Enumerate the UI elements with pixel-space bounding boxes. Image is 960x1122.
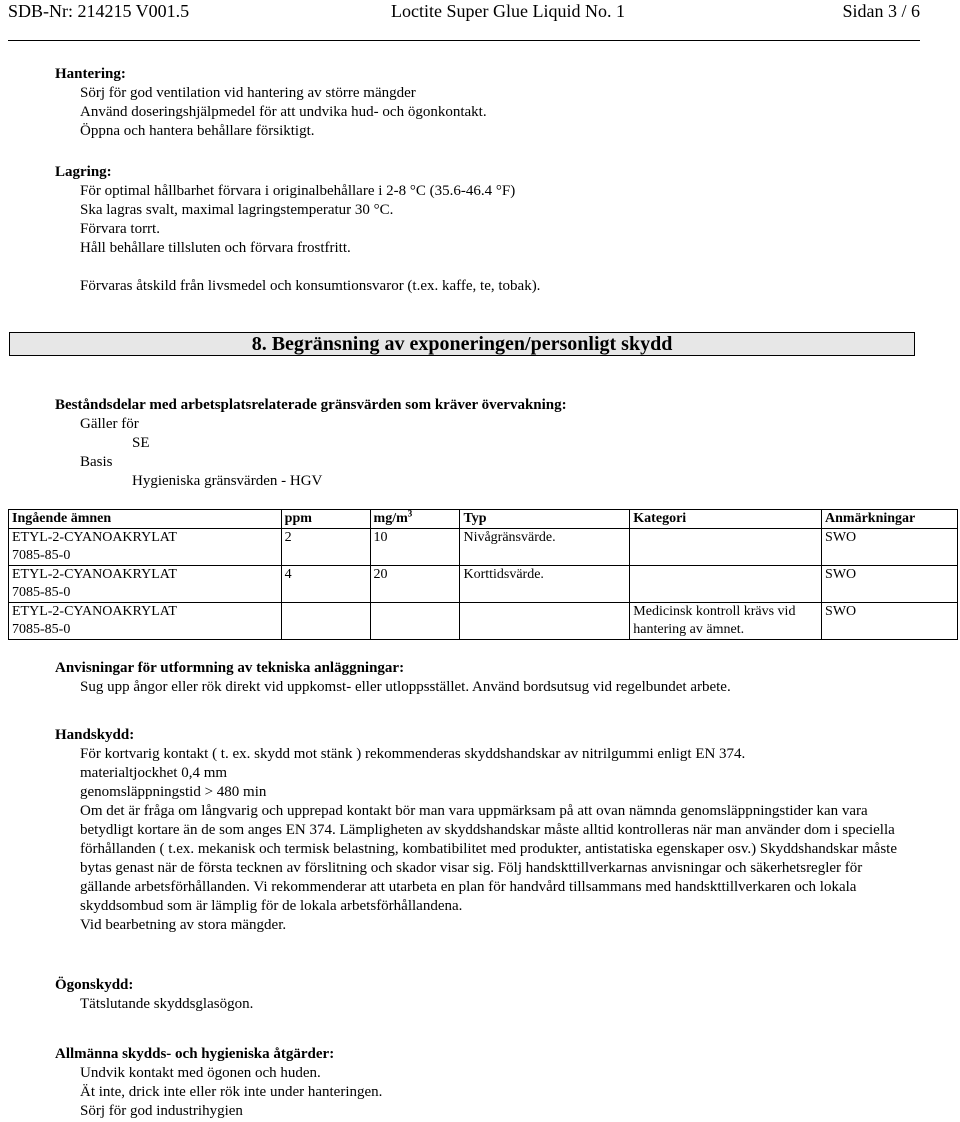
- col-kategori: Kategori: [630, 510, 822, 529]
- lagring-extra: Förvaras åtskild från livsmedel och konsumtionsvaror (t.ex. kaffe, te, tobak).: [80, 278, 541, 294]
- bestandsdelar-section: [55, 396, 940, 491]
- lagring-line: Förvara torrt.: [80, 221, 160, 237]
- col-mgm3: $mg/m^3$: [370, 510, 460, 529]
- col-typ: Typ: [460, 510, 630, 529]
- table-row: [9, 566, 958, 603]
- anvisningar-text: Sug upp ångor eller rök direkt vid uppkomst- eller utloppsstället. Använd bordsutsug vid regelbundet arbete.: [80, 679, 731, 695]
- galler-value: SE: [132, 435, 150, 451]
- galler-label: Gäller för: [80, 416, 139, 432]
- handskydd-line: materialtjockhet 0,4 mm: [80, 765, 228, 781]
- handskydd-section: [55, 726, 940, 935]
- col-ppm: ppm: [281, 510, 370, 529]
- mgm3-cell: 20: [370, 566, 460, 603]
- hantering-line: Använd doseringshjälpmedel för att undvika hud- och ögonkontakt.: [80, 104, 487, 120]
- substance-cell: ETYL-2-CYANOAKRYLAT 7085-85-0: [9, 566, 282, 603]
- allmanna-line: Sörj för god industrihygien: [80, 1103, 243, 1119]
- hantering-line: Sörj för god ventilation vid hantering av större mängder: [80, 85, 416, 101]
- col-anm: Anmärkningar: [822, 510, 958, 529]
- kategori-cell: Medicinsk kontroll krävs vid hantering av ämnet.: [630, 603, 822, 640]
- lagring-line: Håll behållare tillsluten och förvara frostfritt.: [80, 240, 351, 256]
- basis-value: Hygieniska gränsvärden - HGV: [132, 473, 323, 489]
- anvisningar-section: [55, 659, 940, 697]
- allmanna-section: [55, 1045, 940, 1121]
- hantering-title: Hantering:: [55, 66, 126, 82]
- hantering-line: Öppna och hantera behållare försiktigt.: [80, 123, 315, 139]
- ogonskydd-text: Tätslutande skyddsglasögon.: [80, 996, 254, 1012]
- ppm-cell: [281, 603, 370, 640]
- typ-cell: Nivågränsvärde.: [460, 529, 630, 566]
- kategori-cell: [630, 566, 822, 603]
- typ-cell: Korttidsvärde.: [460, 566, 630, 603]
- lagring-line: För optimal hållbarhet förvara i originalbehållare i 2-8 °C (35.6-46.4 °F): [80, 183, 516, 199]
- substance-cell: ETYL-2-CYANOAKRYLAT 7085-85-0: [9, 529, 282, 566]
- page-number: Sidan 3 / 6: [842, 1, 920, 21]
- page-header: [8, 0, 920, 41]
- allmanna-line: Ät inte, drick inte eller rök inte under hanteringen.: [80, 1084, 383, 1100]
- product-name: Loctite Super Glue Liquid No. 1: [391, 1, 625, 21]
- handskydd-line: För kortvarig kontakt ( t. ex. skydd mot stänk ) rekommenderas skyddshandskar av nitrilgummi enligt EN 374.: [80, 746, 746, 762]
- handskydd-line: genomsläppningstid > 480 min: [80, 784, 267, 800]
- substance-cell: ETYL-2-CYANOAKRYLAT 7085-85-0: [9, 603, 282, 640]
- basis-label: Basis: [80, 454, 113, 470]
- ppm-cell: 2: [281, 529, 370, 566]
- ogonskydd-title: Ögonskydd:: [55, 977, 134, 993]
- table-row: [9, 603, 958, 640]
- lagring-title: Lagring:: [55, 164, 112, 180]
- anvisningar-title: Anvisningar för utformning av tekniska anläggningar:: [55, 660, 405, 676]
- table-row: [9, 529, 958, 566]
- handskydd-title: Handskydd:: [55, 727, 135, 743]
- kategori-cell: [630, 529, 822, 566]
- ppm-cell: 4: [281, 566, 370, 603]
- table-header-row: [9, 510, 958, 529]
- hantering-section: [55, 65, 940, 141]
- section-8-heading: 8. Begränsning av exponeringen/personligt skydd: [9, 332, 915, 356]
- mgm3-cell: 10: [370, 529, 460, 566]
- allmanna-title: Allmänna skydds- och hygieniska åtgärder:: [55, 1046, 335, 1062]
- anm-cell: SWO: [822, 603, 958, 640]
- typ-cell: [460, 603, 630, 640]
- allmanna-line: Undvik kontakt med ögonen och huden.: [80, 1065, 321, 1081]
- mgm3-cell: [370, 603, 460, 640]
- lagring-line: Ska lagras svalt, maximal lagringstemperatur 30 °C.: [80, 202, 394, 218]
- bestandsdelar-title: Beståndsdelar med arbetsplatsrelaterade gränsvärden som kräver övervakning:: [55, 397, 567, 413]
- exposure-table: [8, 509, 958, 640]
- sdb-number: SDB-Nr: 214215 V001.5: [8, 1, 190, 21]
- anm-cell: SWO: [822, 529, 958, 566]
- anm-cell: SWO: [822, 566, 958, 603]
- handskydd-last: Vid bearbetning av stora mängder.: [80, 917, 287, 933]
- ogonskydd-section: [55, 976, 940, 1014]
- handskydd-paragraph: Om det är fråga om långvarig och upprepad kontakt bör man vara uppmärksam på att ovan nämnda genomsläppningstider kan vara betydligt kortare än de som anges EN 374. Lämpligheten av skyddshandskar måste alltid kontrolleras när man använder dom i speciella förhållanden ( t.ex. mekanisk och termisk belastning, kombatibilitet med produkter, antistatiska egenskaper osv.) Skyddshandskar måste bytas genast när de första tecknen av förslitning och skador visar sig. Följ handskttillverkarnas anvisningar och säkerhetsregler för gällande arbetsförhållanden. Vi rekommenderar att utarbeta en plan för handvård tillsammans med handskttillverkaren och lokala skyddsombud som är lämplig för de lokala arbetsförhållandena.: [80, 803, 897, 914]
- lagring-section: [55, 163, 940, 296]
- col-substance: Ingående ämnen: [9, 510, 282, 529]
